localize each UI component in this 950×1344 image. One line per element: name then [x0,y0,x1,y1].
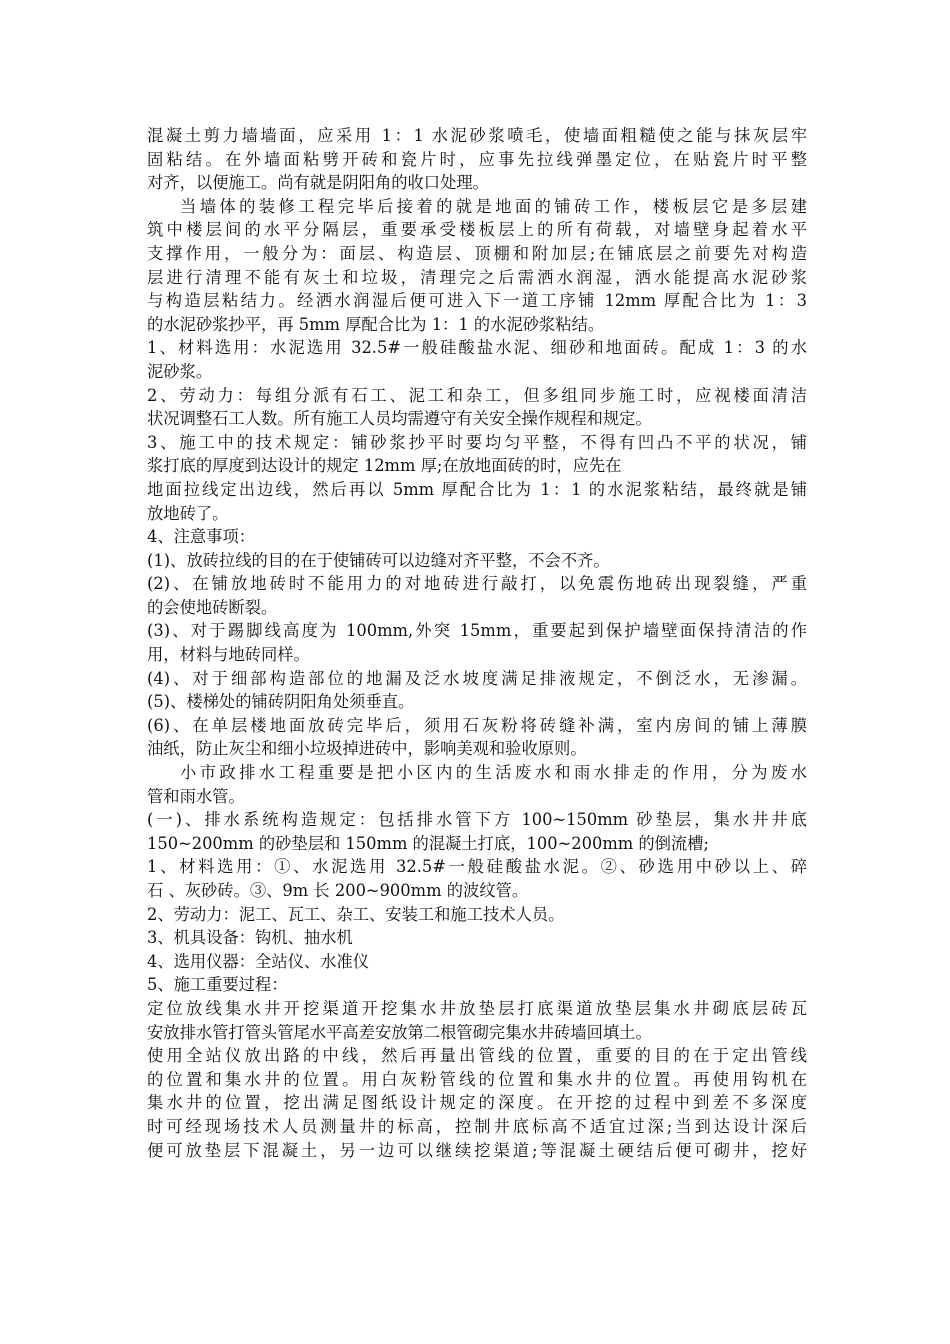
text-line: 2、劳动力：每组分派有石工、泥工和杂工，但多组同步施工时，应视楼面清洁 [147,385,807,405]
text-line: 石 、灰砂砖。③、9m 长 200~900mm 的波纹管。 [147,881,529,900]
text-line: (4)、对于细部构造部位的地漏及泛水坡度满足排液规定，不倒泛水，无渗漏。 [147,668,807,688]
text-line: 筑中楼层间的水平分隔层，重要承受楼板层上的所有荷载，对墙壁身起着水平 [147,220,807,240]
text-line: (3)、对于踢脚线高度为 100mm,外突 15mm，重要起到保护墙壁面保持清洁的作 [147,621,807,641]
text-line: 油纸，防止灰尘和细小垃圾掉进砖中，影响美观和验收原则。 [147,739,587,759]
text-line: 3、施工中的技术规定：铺砂浆抄平时要均匀平整，不得有凹凸不平的状况，铺 [147,432,807,452]
text-line: 的会使地砖断裂。 [147,597,278,617]
text-line: 层进行清理不能有灰土和垃圾，清理完之后需洒水润湿，洒水能提高水泥砂浆 [147,267,807,287]
text-line: (5)、楼梯处的铺砖阴阳角处须垂直。 [147,692,415,712]
text-line: 混凝土剪力墙墙面，应采用 1：1 水泥砂浆喷毛，使墙面粗糙使之能与抹灰层牢 [147,126,807,145]
text-line: 的水泥砂浆抄平，再 5mm 厚配合比为 1：1 的水泥砂浆粘结。 [147,314,605,334]
text-line: 固粘结。在外墙面粘劈开砖和瓷片时，应事先拉线弹墨定位，在贴瓷片时平整 [147,149,807,169]
text-line: 用，材料与地砖同样。 [147,645,310,665]
text-line: 4、注意事项： [147,527,256,547]
text-line: 管和雨水管。 [147,786,245,806]
text-line: 1、材料选用：水泥选用 32.5#一般硅酸盐水泥、细砂和地面砖。配成 1：3 的水 [147,338,807,358]
text-line: 支撑作用，一般分为：面层、构造层、顶棚和附加层;在铺底层之前要先对构造 [147,243,807,263]
text-line: 集水井的位置，挖出满足图纸设计规定的深度。在开挖的过程中到差不多深度 [147,1093,807,1113]
text-line: 地面拉线定出边线，然后再以 5mm 厚配合比为 1：1 的水泥浆粘结，最终就是铺 [147,479,807,499]
text-line: 安放排水管打管头管尾水平高差安放第二根管砌完集水井砖墙回填土。 [147,1022,652,1042]
text-line: 当墙体的装修工程完毕后接着的就是地面的铺砖工作，楼板层它是多层建 [180,196,807,216]
text-line: 4、选用仪器：全站仪、水准仪 [147,951,370,971]
text-line: 放地砖了。 [147,503,229,523]
text-line: 时可经现场技术人员测量井的标高，控制井底标高不适宜过深;当到达设计深后 [147,1116,807,1136]
text-line: 便可放垫层下混凝土，另一边可以继续挖渠道;等混凝土硬结后便可砌井，挖好 [147,1140,807,1160]
text-line: 5、施工重要过程： [147,975,288,995]
text-line: 泥砂浆。 [147,361,213,381]
text-line: 3、机具设备：钩机、抽水机 [147,928,353,948]
text-line: (1)、放砖拉线的目的在于使铺砖可以边缝对齐平整，不会不齐。 [147,550,610,570]
text-line: (一)、排水系统构造规定：包括排水管下方 100~150mm 砂垫层，集水井井底 [147,810,807,830]
text-line: 与构造层粘结力。经洒水润湿后便可进入下一道工序铺 12mm 厚配合比为 1：3 [147,291,807,311]
text-line: 2、劳动力：泥工、瓦工、杂工、安装工和施工技术人员。 [147,904,565,924]
text-line: 150~200mm 的砂垫层和 150mm 的混凝土打底，100~200mm 的倒流槽; [147,833,709,853]
document-page [147,124,807,1162]
text-line: 状况调整石工人数。所有施工人员均需遵守有关安全操作规程和规定。 [147,409,652,429]
text-line: 1、材料选用：①、水泥选用 32.5#一般硅酸盐水泥。②、砂选用中砂以上、碎 [147,857,807,877]
text-line: (2)、在铺放地砖时不能用力的对地砖进行敲打，以免震伤地砖出现裂缝，严重 [147,574,807,594]
text-line: (6)、在单层楼地面放砖完毕后，须用石灰粉将砖缝补满，室内房间的铺上薄膜 [147,715,807,735]
text-line: 小市政排水工程重要是把小区内的生活废水和雨水排走的作用，分为废水 [180,763,807,783]
text-line: 浆打底的厚度到达设计的规定 12mm 厚;在放地面砖的时，应先在 [147,456,622,476]
text-line: 定位放线集水井开挖渠道开挖集水井放垫层打底渠道放垫层集水井砌底层砖瓦 [147,998,807,1018]
text-line: 的位置和集水井的位置。用白灰粉管线的位置和集水井的位置。再使用钩机在 [147,1069,807,1089]
text-line: 使用全站仪放出路的中线，然后再量出管线的位置，重要的目的在于定出管线 [147,1046,807,1066]
text-line: 对齐，以便施工。尚有就是阴阳角的收口处理。 [147,173,489,193]
